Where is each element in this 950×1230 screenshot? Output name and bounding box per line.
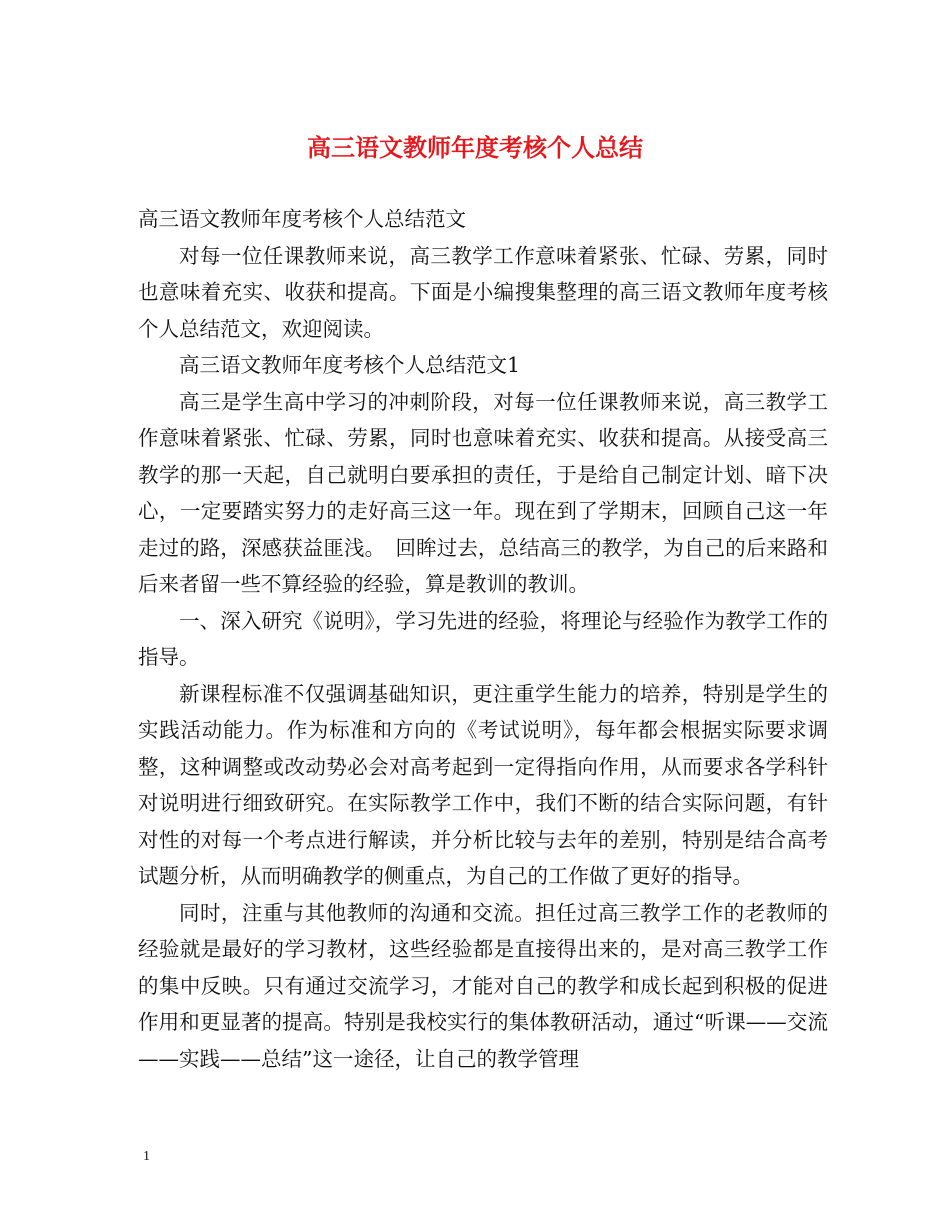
body-paragraph: 同时，注重与其他教师的沟通和交流。担任过高三教学工作的老教师的经验就是最好的学习教材，这些经验都是直接得出来的，是对高三教学工作的集中反映。只有通过交流学习，才能对自己的教学和成长起到积极的促进作用和更显著的提高。特别是我校实行的集体教研活动，通过“听课——交流——实践——总结”这一途径，让自己的教学管理 [138,900,828,1071]
body-paragraph: 新课程标准不仅强调基础知识，更注重学生能力的培养，特别是学生的实践活动能力。作为标准和方向的《考试说明》，每年都会根据实际要求调整，这种调整或改动势必会对高考起到一定得指向作用，从而要求各学科针对说明进行细致研究。在实际教学工作中，我们不断的结合实际问题，有针对性的对每一个考点进行解读，并分析比较与去年的差别，特别是结合高考试题分析，从而明确教学的侧重点，为自己的工作做了更好的指导。 [138,681,828,888]
body-paragraph: 对每一位任课教师来说，高三教学工作意味着紧张、忙碌、劳累，同时也意味着充实、收获和提高。下面是小编搜集整理的高三语文教师年度考核个人总结范文，欢迎阅读。 [138,243,828,341]
document-title: 高三语文教师年度考核个人总结 [307,134,643,162]
document-body [138,201,828,1077]
page-number: 1 [143,1149,150,1164]
body-paragraph: 高三语文教师年度考核个人总结范文 [138,207,466,231]
body-paragraph: 高三是学生高中学习的冲刺阶段，对每一位任课教师来说，高三教学工作意味着紧张、忙碌、劳累，同时也意味着充实、收获和提高。从接受高三教学的那一天起，自己就明白要承担的责任，于是给自己制定计划、暗下决心，一定要踏实努力的走好高三这一年。现在到了学期末，回顾自己这一年走过的路，深感获益匪浅。 回眸过去，总结高三的教学，为自己的后来路和后来者留一些不算经验的经验，算是教训的教训。 [138,389,828,596]
body-paragraph: 高三语文教师年度考核个人总结范文1 [179,353,521,377]
body-paragraph: 一、深入研究《说明》，学习先进的经验，将理论与经验作为教学工作的指导。 [138,608,828,669]
